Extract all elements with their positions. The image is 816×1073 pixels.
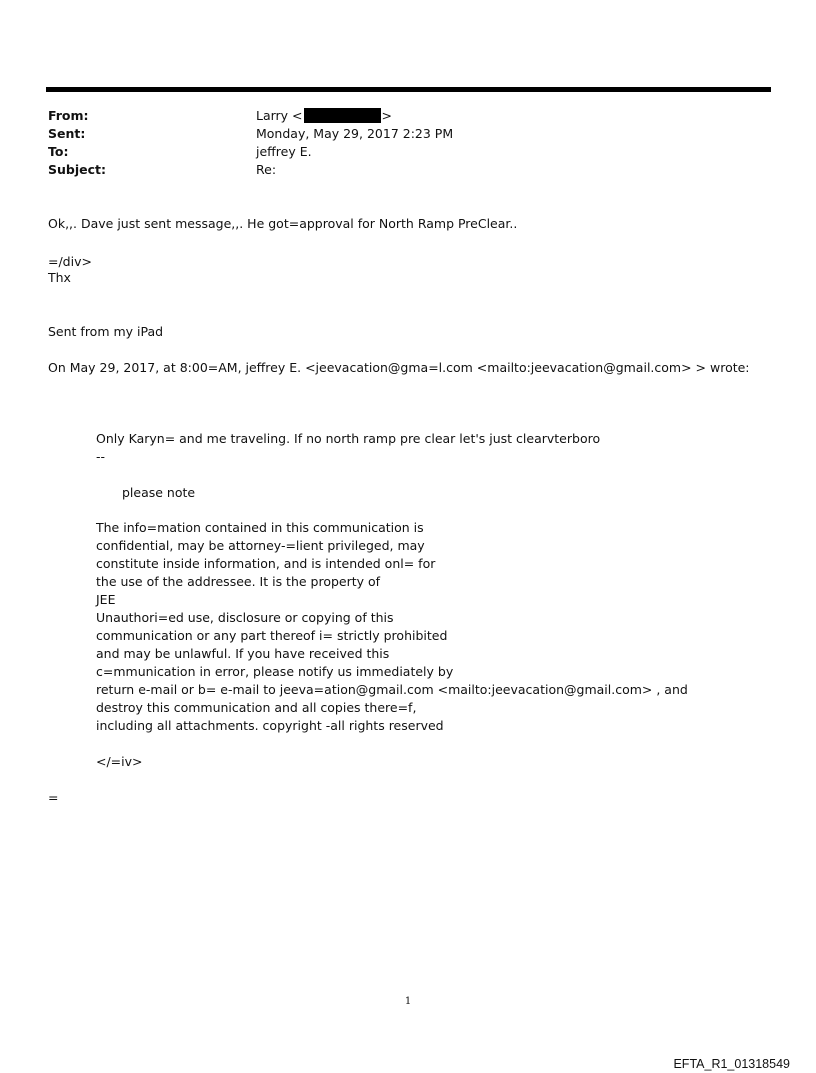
body-line-3: Thx xyxy=(48,270,71,285)
sent-label: Sent: xyxy=(48,125,86,141)
redaction-box xyxy=(304,108,381,123)
quoted-line-2: -- xyxy=(96,449,106,464)
disclaimer-line: return e-mail or b= e-mail to jeeva=ation@gmail.com <mailto:jeevacation@gmail.com> , and xyxy=(96,682,688,697)
disclaimer-line: The info=mation contained in this communication is xyxy=(96,520,424,535)
body-line-5: On May 29, 2017, at 8:00=AM, jeffrey E. <jeevacation@gma=l.com <mailto:jeevacation@gmail.com> > wrote: xyxy=(48,360,750,375)
trailing-mark: = xyxy=(48,790,59,805)
from-name: Larry < xyxy=(256,107,303,123)
quoted-closing: </=iv> xyxy=(96,754,143,769)
from-label: From: xyxy=(48,107,89,123)
header-rule xyxy=(46,87,771,92)
disclaimer-line: constitute inside information, and is intended onl= for xyxy=(96,556,436,571)
disclaimer-line: and may be unlawful. If you have received this xyxy=(96,646,390,661)
bates-number: EFTA_R1_01318549 xyxy=(673,1057,790,1071)
subject-value: Re: xyxy=(256,161,277,177)
to-label: To: xyxy=(48,143,69,159)
disclaimer-line: JEE xyxy=(96,592,116,607)
body-line-4: Sent from my iPad xyxy=(48,324,164,339)
from-row xyxy=(48,106,768,124)
sent-value: Monday, May 29, 2017 2:23 PM xyxy=(256,125,454,141)
disclaimer-line: including all attachments. copyright -all rights reserved xyxy=(96,718,444,733)
disclaimer-line: destroy this communication and all copies there=f, xyxy=(96,700,417,715)
from-value xyxy=(256,108,768,123)
subject-row xyxy=(48,160,768,178)
quoted-line-3: please note xyxy=(122,485,196,500)
sent-row xyxy=(48,124,768,142)
from-close: > xyxy=(381,107,393,123)
disclaimer-line: communication or any part thereof i= strictly prohibited xyxy=(96,628,448,643)
disclaimer-line: the use of the addressee. It is the property of xyxy=(96,574,381,589)
page-number: 1 xyxy=(404,996,412,1007)
quoted-line-1: Only Karyn= and me traveling. If no north ramp pre clear let's just clearvterboro xyxy=(96,431,601,446)
to-row xyxy=(48,142,768,160)
subject-label: Subject: xyxy=(48,161,106,177)
body-line-2: =/div> xyxy=(48,254,92,269)
disclaimer-line: c=mmunication in error, please notify us immediately by xyxy=(96,664,454,679)
disclaimer-line: Unauthori=ed use, disclosure or copying of this xyxy=(96,610,394,625)
disclaimer-line: confidential, may be attorney-=lient privileged, may xyxy=(96,538,425,553)
to-value: jeffrey E. xyxy=(256,143,312,159)
body-line-1: Ok,,. Dave just sent message,,. He got=approval for North Ramp PreClear.. xyxy=(48,216,518,231)
email-header xyxy=(48,106,768,178)
